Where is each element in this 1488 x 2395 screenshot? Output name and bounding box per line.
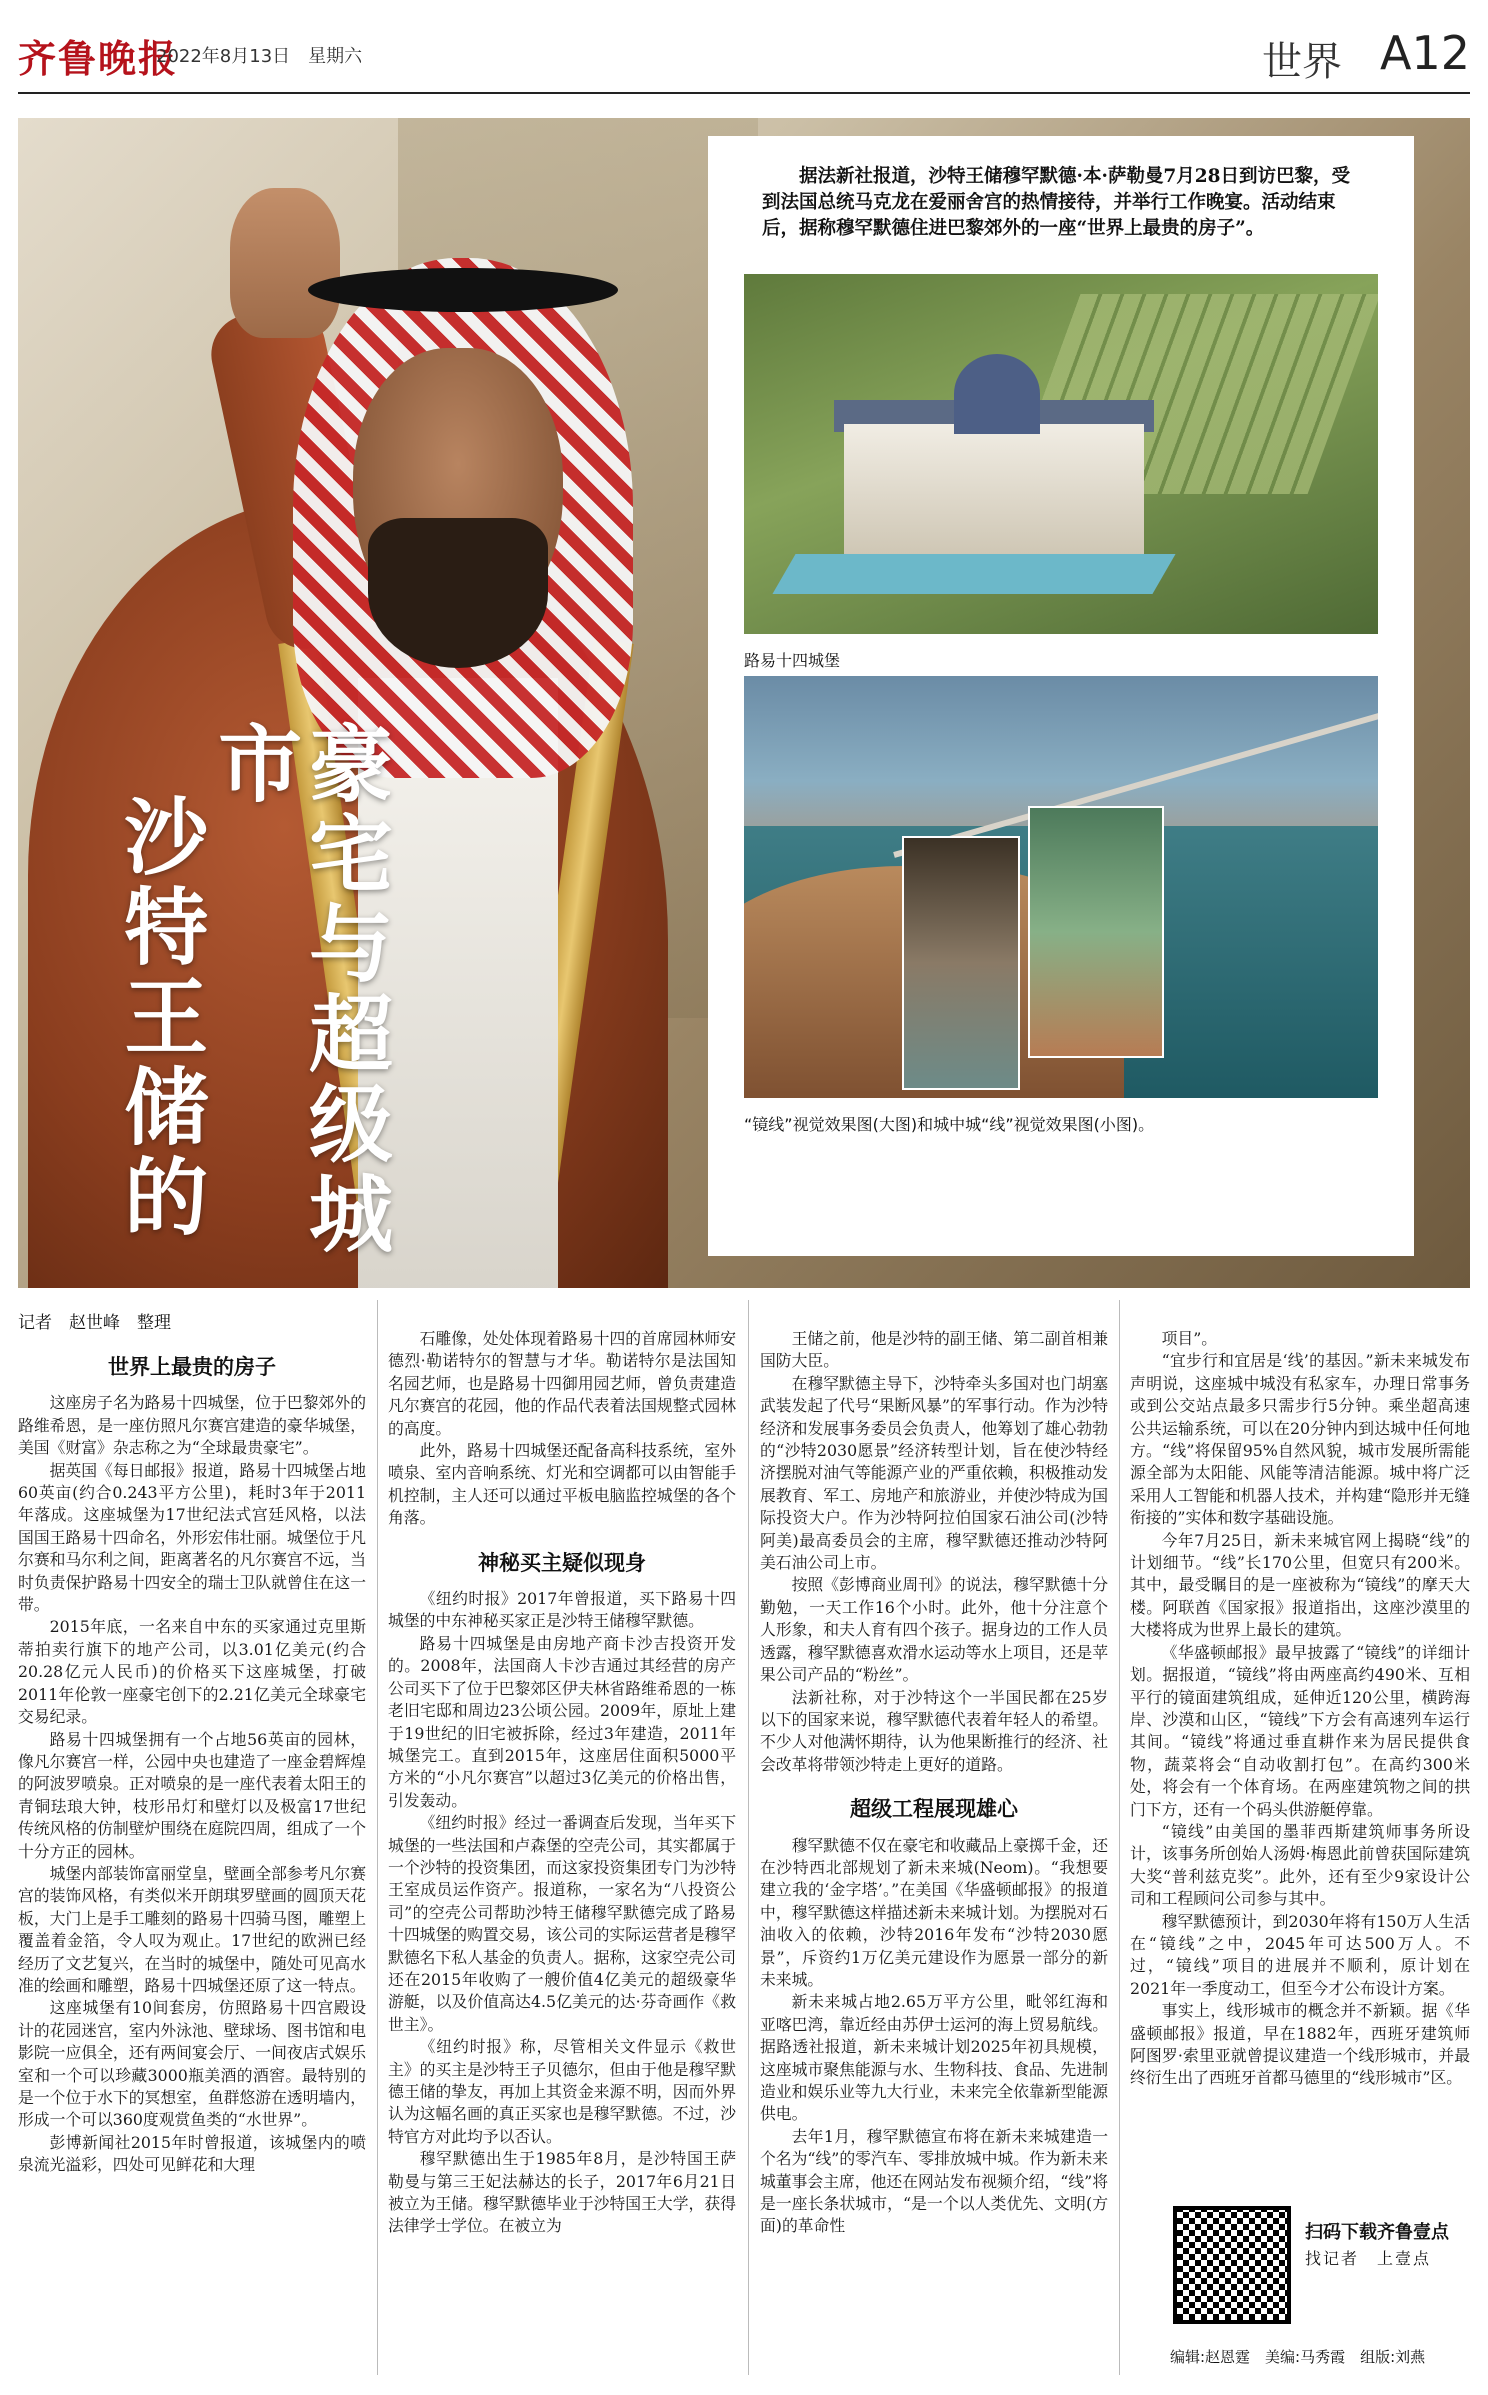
paragraph: 按照《彭博商业周刊》的说法，穆罕默德十分勤勉，一天工作16个小时。此外，他十分注意个人形象，和夫人育有四个孩子。据身边的工作人员透露，穆罕默德喜欢滑水运动等水上项目，还是苹果公司产品的“粉丝”。 (760, 1575, 1108, 1685)
paragraph: 石雕像，处处体现着路易十四的首席园林师安德烈·勒诺特尔的智慧与才华。勒诺特尔是法国知名园艺师，也是路易十四御用园艺师，曾负责建造凡尔赛宫的花园，他的作品代表着法国规整式园林的高度。 (388, 1329, 736, 1438)
black-agal (308, 268, 618, 312)
article-column-1 (18, 1334, 366, 2369)
paragraph: 此外，路易十四城堡还配备高科技系统，室外喷泉、室内音响系统、灯光和空调都可以由智能手机控制，主人还可以通过平板电脑监控城堡的各个角落。 (388, 1441, 736, 1528)
article-column-4 (1130, 1329, 1470, 2194)
chateau-photo (744, 274, 1378, 634)
paragraph: 在穆罕默德主导下，沙特牵头多国对也门胡塞武装发起了代号“果断风暴”的军事行动。作为沙特经济和发展事务委员会负责人，他筹划了雄心勃勃的“沙特2030愿景”经济转型计划，旨在使沙特经济摆脱对油气等能源产业的严重依赖，积极推动发展教育、军工、房地产和旅游业，并使沙特成为国际投资大户。作为沙特阿拉伯国家石油公司(沙特阿美)最高委员会的主席，穆罕默德还推动沙特阿美石油公司上市。 (760, 1373, 1108, 1573)
paragraph: 路易十四城堡拥有一个占地56英亩的园林，像凡尔赛宫一样，公园中央也建造了一座金碧辉煌的阿波罗喷泉。正对喷泉的是一座代表着太阳王的青铜珐琅大钟，枝形吊灯和壁灯以及极富17世纪传统风格的仿制壁炉围绕在庭院四周，组成了一个十分方正的园林。 (18, 1729, 366, 1861)
chateau-caption: 路易十四城堡 (744, 651, 841, 670)
paragraph: 去年1月，穆罕默德宣布将在新未来城建造一个名为“线”的零汽车、零排放城中城。作为新未来城董事会主席，他还在网站发布视频介绍，“线”将是一座长条状城市，“是一个以人类优先、文明(方面)的革命性 (760, 2126, 1108, 2236)
beard (368, 518, 548, 668)
paragraph: 这座城堡有10间套房，仿照路易十四宫殿设计的花园迷宫，室内外泳池、壁球场、图书馆和电影院一应俱全，还有两间宴会厅、一间夜店式娱乐室和一个可以珍藏3000瓶美酒的酒窖。最特别的是一个位于水下的冥想室，鱼群悠游在透明墙内，形成一个可以360度观赏鱼类的“水世界”。 (18, 1998, 366, 2130)
subheading: 神秘买主疑似现身 (478, 1550, 646, 1575)
paragraph: 彭博新闻社2015年时曾报道，该城堡内的喷泉流光溢彩，四处可见鲜花和大理 (18, 2132, 366, 2175)
paragraph: 《纽约时报》称，尽管相关文件显示《救世主》的买主是沙特王子贝德尔，但由于他是穆罕默德王储的挚友，再加上其资金来源不明，因而外界认为这幅名画的真正买家也是穆罕默德。不过，沙特官方对此均予以否认。 (388, 2037, 736, 2146)
subheading: 超级工程展现雄心 (850, 1797, 1018, 1822)
paragraph: 今年7月25日，新未来城官网上揭晓“线”的计划细节。“线”长170公里，但宽只有200米。其中，最受瞩目的是一座被称为“镜线”的摩天大楼。阿联酋《国家报》报道指出，这座沙漠里的大楼将成为世界上最长的建筑。 (1130, 1530, 1470, 1640)
lead-paragraph: 据法新社报道，沙特王储穆罕默德·本·萨勒曼7月28日到访巴黎，受到法国总统马克龙在爱丽舍宫的热情接待，并举行工作晚宴。活动结束后，据称穆罕默德住进巴黎郊外的一座“世界上最贵的房子”。 (762, 166, 1351, 239)
paragraph: 穆罕默德出生于1985年8月，是沙特国王萨勒曼与第三王妃法赫达的长子，2017年6月21日被立为王储。穆罕默德毕业于沙特国王大学，获得法律学士学位。在被立为 (388, 2149, 736, 2236)
paragraph: “镜线”由美国的墨菲西斯建筑师事务所设计，该事务所创始人汤姆·梅恩此前曾获国际建筑大奖“普利兹克奖”。此外，还有至少9家设计公司和工程顾问公司参与其中。 (1130, 1821, 1470, 1909)
paragraph: 《纽约时报》2017年曾报道，买下路易十四城堡的中东神秘买家正是沙特王储穆罕默德。 (388, 1589, 736, 1631)
column-divider (748, 1300, 749, 2375)
the-line-rendering (744, 676, 1378, 1098)
qr-subtitle: 找记者 上壹点 (1305, 2249, 1432, 2268)
paragraph: 2015年底，一名来自中东的买家通过克里斯蒂拍卖行旗下的地产公司，以3.01亿美元(约合20.28亿元人民币)的价格买下这座城堡，打破2011年伦敦一座豪宅创下的2.21亿美元全球豪宅交易纪录。 (18, 1617, 366, 1727)
article-column-3 (760, 1329, 1108, 2369)
paragraph: 事实上，线形城市的概念并不新颖。据《华盛顿邮报》报道，早在1882年，西班牙建筑师阿图罗·索里亚就曾提议建造一个线形城市，并最终衍生出了西班牙首都马德里的“线形城市”区。 (1130, 2001, 1470, 2088)
qr-title: 扫码下载齐鲁壹点 (1305, 2222, 1449, 2243)
palace-facade (844, 424, 1144, 554)
line-caption: “镜线”视觉效果图(大图)和城中城“线”视觉效果图(小图)。 (744, 1115, 1155, 1134)
article-column-2 (388, 1329, 736, 2369)
palace-dome (954, 354, 1040, 434)
paragraph: 《纽约时报》经过一番调查后发现，当年买下城堡的一些法国和卢森堡的空壳公司，其实都属于一个沙特的投资集团，而这家投资集团专门为沙特王室成员运作资产。报道称，一家名为“八投资公司”的空壳公司帮助沙特王储穆罕默德完成了路易十四城堡的购置交易，该公司的实际运营者是穆罕默德名下私人基金的负责人。据称，这家空壳公司还在2015年收购了一艘价值4亿美元的超级豪华游艇，以及价值高达4.5亿美元的达·芬奇画作《救世主》。 (388, 1813, 736, 2034)
paragraph: 据英国《每日邮报》报道，路易十四城堡占地60英亩(约合0.243平方公里)，耗时3年于2011年落成。这座城堡为17世纪法式宫廷风格，以法国国王路易十四命名，外形宏伟壮丽。城堡位于凡尔赛和马尔利之间，距离著名的凡尔赛宫不远，当时负责保护路易十四安全的瑞士卫队就曾住在这一带。 (18, 1460, 366, 1615)
headline-line2: 沙特王储的 (110, 793, 210, 1243)
lead-panel (708, 136, 1414, 1256)
paragraph: 项目”。 (1161, 1329, 1218, 1348)
waving-hand (230, 188, 340, 338)
newspaper-logo: 齐鲁晚报 (18, 36, 179, 81)
masthead (18, 14, 1470, 94)
qr-code-icon[interactable] (1173, 2206, 1291, 2324)
paragraph: 穆罕默德不仅在豪宅和收藏品上豪掷千金，还在沙特西北部规划了新未来城(Neom)。“我想要建立我的‘金字塔’。”在美国《华盛顿邮报》的报道中，穆罕默德这样描述新未来城计划。为摆脱对石油收入的依赖，沙特2016年发布“沙特2030愿景”，斥资约1万亿美元建设作为愿景一部分的新未来城。 (760, 1835, 1108, 1989)
paragraph: 王储之前，他是沙特的副王储、第二副首相兼国防大臣。 (760, 1329, 1108, 1371)
paragraph: 路易十四城堡是由房地产商卡沙吉投资开发的。2008年，法国商人卡沙吉通过其经营的房产公司买下了位于巴黎郊区伊夫林省路维希恩的一栋老旧宅邸和周边23公顷公园。2009年，原址上建于19世纪的旧宅被拆除，经过3年建造，2011年城堡完工。直到2015年，这座居住面积5000平方米的“小凡尔赛宫”以超过3亿美元的价格出售，引发轰动。 (388, 1633, 736, 1810)
inset-rendering-1 (902, 836, 1020, 1090)
app-download-box (1165, 2198, 1470, 2338)
paragraph: 城堡内部装饰富丽堂皇，壁画全部参考凡尔赛宫的装饰风格，有类似米开朗琪罗壁画的圆顶天花板，大门上是手工雕刻的路易十四骑马图，雕塑上覆盖着金箔，令人叹为观止。17世纪的欧洲已经经历了文艺复兴，在当时的城堡中，随处可见高水准的绘画和雕塑，路易十四城堡还原了这一特点。 (18, 1863, 366, 1995)
subheading: 世界上最贵的房子 (108, 1355, 276, 1379)
paragraph: 穆罕默德预计，到2030年将有150万人生活在“镜线”之中，2045年可达500万人。不过，“镜线”项目的进展并不顺利，原计划在2021年一季度动工，但至今才公布设计方案。 (1130, 1911, 1470, 1998)
inset-rendering-2 (1028, 806, 1164, 1058)
headline-line1: 豪宅与超级城市 (204, 720, 395, 1260)
section-name: 世界 (1262, 39, 1342, 85)
column-divider (377, 1300, 378, 2375)
issue-date: 2022年8月13日 星期六 (156, 46, 363, 67)
editor-credits: 编辑:赵恩霆 美编:马秀霞 组版:刘燕 (1170, 2348, 1426, 2366)
page-number: A12 (1379, 26, 1470, 80)
paragraph: 法新社称，对于沙特这个一半国民都在25岁以下的国家来说，穆罕默德代表着年轻人的希望。不少人对他满怀期待，认为他果断推行的经济、社会改革将带领沙特走上更好的道路。 (760, 1687, 1108, 1774)
byline: 记者 赵世峰 整理 (18, 1313, 171, 1333)
column-divider (1119, 1300, 1120, 2375)
paragraph: 这座房子名为路易十四城堡，位于巴黎郊外的路维希恩，是一座仿照凡尔赛宫建造的豪华城堡，美国《财富》杂志称之为“全球最贵豪宅”。 (18, 1393, 366, 1458)
paragraph: “宜步行和宜居是‘线’的基因。”新未来城发布声明说，这座城中城没有私家车，办理日常事务或到公交站点最多只需步行5分钟。乘坐超高速公共运输系统，可以在20分钟内到达城中任何地方。“线”将保留95%自然风貌，城市发展所需能源全部为太阳能、风能等清洁能源。城中将广泛采用人工智能和机器人技术，并构建“隐形并无缝衔接的”实体和数字基础设施。 (1130, 1351, 1470, 1528)
paragraph: 《华盛顿邮报》最早披露了“镜线”的详细计划。据报道，“镜线”将由两座高约490米、互相平行的镜面建筑组成，延伸近120公里，横跨海岸、沙漠和山区，“镜线”下方会有高速列车运行其间。“镜线”将通过垂直耕作来为居民提供食物，蔬菜将会“自动收割打包”。在高约300米处，将会有一个体育场。在两座建筑物之间的拱门下方，还有一个码头供游艇停靠。 (1130, 1642, 1470, 1819)
reflecting-pool (772, 554, 1175, 594)
paragraph: 新未来城占地2.65万平方公里，毗邻红海和亚喀巴湾，靠近经由苏伊士运河的海上贸易航线。据路透社报道，新未来城计划2025年初具规模，这座城市聚焦能源与水、生物科技、食品、先进制造业和娱乐业等九大行业，未来完全依靠新型能源供电。 (760, 1992, 1108, 2124)
